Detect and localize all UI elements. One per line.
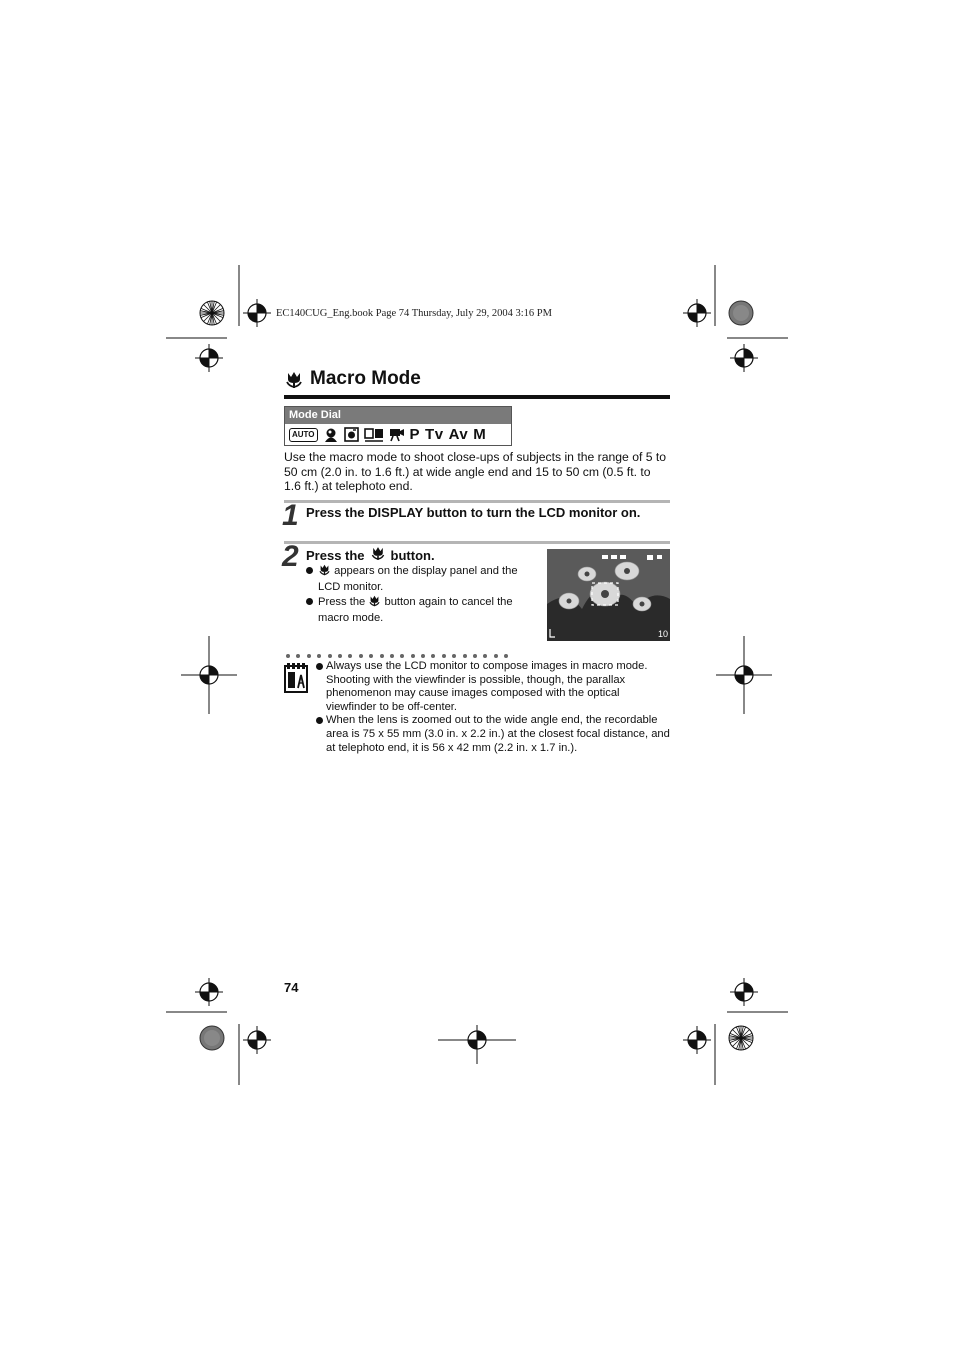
step-2-number: 2 [282,540,299,573]
step-2-title-before: Press the [306,547,365,563]
tv-mode-label: Tv [425,426,444,443]
mode-dial-box [284,406,512,446]
step-2-rule [284,541,670,544]
av-mode-label: Av [448,426,469,443]
bullet-dot [306,567,313,574]
mode-dial-label: Mode Dial [285,407,511,424]
bullet-dot [316,663,323,670]
movie-mode-icon [389,427,405,442]
step-1-text: Press the DISPLAY button to turn the LCD monitor on. [306,505,641,520]
bullet-text-after: button again to cancel the macro mode. [318,596,513,624]
title-underline [284,395,670,399]
page-title: Macro Mode [310,368,421,389]
bullet-text: appears on the display panel and the LCD monitor. [318,565,518,593]
macro-tulip-icon [318,564,331,581]
manual-mode-label: M [473,426,487,443]
list-item [316,660,671,714]
bullet-dot [316,717,323,724]
macro-tulip-icon [368,595,381,612]
print-header: EC140CUG_Eng.book Page 74 Thursday, July 29, 2004 3:16 PM [276,308,552,319]
intro-paragraph: Use the macro mode to shoot close-ups of subjects in the range of 5 to 50 cm (2.0 in. to 1.6 ft.) at wide angle end and 15 to 50 cm (0.5 ft. to 1.6 ft.) at telephoto end. [284,450,667,494]
mode-dial-icons [285,424,511,445]
shot-counter: 10 [658,629,669,639]
memo-note-icon [284,663,310,698]
stitch-assist-mode-icon [364,428,384,442]
step-1-number: 1 [282,499,299,532]
notes-list [316,660,671,755]
note-text: Always use the LCD monitor to compose images in macro mode. Shooting with the viewfinder is possible, though, the parallax phenomenon may cause images composed with the optical viewfinder to be off-center. [326,660,648,713]
auto-mode-icon: AUTO [289,428,318,442]
lcd-preview-image [547,549,670,641]
bullet-dot [306,598,313,605]
step-1-rule [284,500,670,503]
night-scene-mode-icon [344,427,359,442]
program-mode-label: P [409,426,421,443]
list-item [306,595,542,625]
list-item [316,714,671,755]
note-text: When the lens is zoomed out to the wide angle end, the recordable area is 75 x 55 mm (3.0 in. x 2.2 in.) at the closest focal distance, and at telephoto end, it is 56 x 42 mm (2.2 in. x 1.7 in.). [326,714,670,754]
section-heading [284,368,670,396]
step-2-title [306,546,435,564]
macro-tulip-icon [284,371,304,394]
macro-tulip-icon [370,546,386,564]
page-number: 74 [284,980,299,995]
portrait-mode-icon [323,427,339,443]
bullet-text-before: Press the [318,596,366,608]
step-2-bullets [306,564,542,626]
step-2-title-after: button. [390,547,435,563]
dotted-separator [286,654,508,658]
list-item [306,564,542,594]
